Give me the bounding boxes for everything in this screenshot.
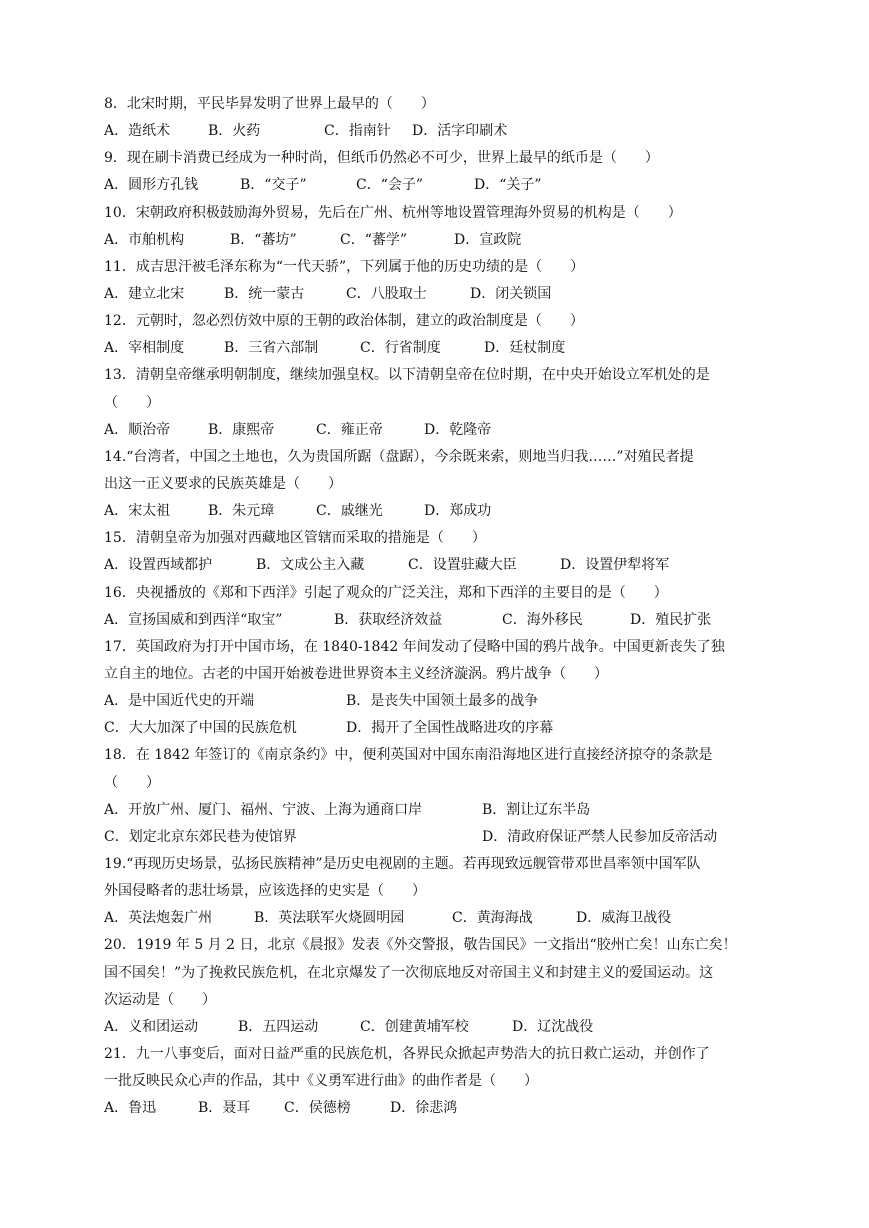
answer-option: B．文成公主入藏: [256, 557, 365, 574]
question-stem: 次运动是（ ）: [104, 991, 216, 1008]
option-row: [104, 118, 772, 145]
answer-option: C．黄海海战: [452, 910, 533, 927]
answer-option: A．义和团运动: [104, 1018, 199, 1035]
option-row: [104, 607, 772, 634]
answer-option: C．海外移民: [502, 611, 583, 628]
answer-option: D．廷杖制度: [484, 340, 566, 357]
question-stem: 14.“台湾者，中国之土地也，久为贵国所踞（盘踞），今余既来索，则地当归我……”对殖民者提: [104, 448, 694, 465]
answer-option: D．威海卫战役: [576, 910, 672, 927]
answer-option: D．辽沈战役: [512, 1018, 594, 1035]
answer-option: C．指南针: [324, 123, 391, 140]
answer-option: D．“关子”: [474, 177, 542, 194]
answer-option: D．设置伊犁将军: [560, 557, 670, 574]
answer-option: A．开放广州、厦门、福州、宁波、上海为通商口岸: [104, 801, 423, 818]
answer-option: B．火药: [208, 123, 261, 140]
answer-option: A．建立北宋: [104, 285, 185, 302]
answer-option: B．割让辽东半岛: [482, 801, 591, 818]
answer-option: B．是丧失中国领土最多的战争: [346, 693, 539, 710]
answer-option: A．英法炮轰广州: [104, 910, 213, 927]
answer-option: C．创建黄埔军校: [360, 1018, 469, 1035]
question-stem: 9．现在刷卡消费已经成为一种时尚，但纸币仍然必不可少，世界上最早的纸币是（ ）: [104, 150, 659, 167]
answer-option: A．是中国近代史的开端: [104, 693, 255, 710]
option-row: [104, 227, 772, 254]
question-stem: 13．清朝皇帝继承明朝制度，继续加强皇权。以下清朝皇帝在位时期，在中央开始设立军机处的是: [104, 367, 710, 384]
question-stem: 出这一正义要求的民族英雄是（ ）: [104, 475, 342, 492]
answer-option: C．八股取士: [346, 285, 427, 302]
answer-option: B．“蕃坊”: [230, 231, 297, 248]
answer-option: A．设置西域都护: [104, 557, 213, 574]
answer-option: C．设置驻藏大臣: [408, 557, 517, 574]
question-stem: 立自主的地位。古老的中国开始被卷进世界资本主义经济漩涡。鸦片战争（ ）: [104, 665, 608, 682]
question-block: [104, 362, 772, 443]
question-stem: 8．北宋时期，平民毕昇发明了世界上最早的（ ）: [104, 96, 435, 112]
question-stem: 外国侵略者的悲壮场景，应该选择的史实是（ ）: [104, 883, 426, 900]
answer-option: D．郑成功: [424, 503, 492, 520]
option-row: [104, 824, 772, 851]
answer-option: A．圆形方孔钱: [104, 177, 199, 194]
answer-option: D．活字印刷术: [412, 123, 508, 140]
question-stem: 17．英国政府为打开中国市场，在 1840-1842 年间发动了侵略中国的鸦片战争。中国更新丧失了独: [104, 638, 725, 655]
answer-option: C．划定北京东郊民巷为使馆界: [104, 828, 297, 845]
option-row: [104, 498, 772, 525]
question-stem: 国不国矣！”为了挽救民族危机，在北京爆发了一次彻底地反对帝国主义和封建主义的爱国运动。这: [104, 964, 714, 981]
answer-option: D．乾隆帝: [424, 421, 492, 438]
answer-option: D．清政府保证严禁人民参加反帝活动: [482, 828, 718, 845]
option-row: [104, 172, 772, 199]
answer-option: D．闭关锁国: [470, 285, 552, 302]
answer-option: A．鲁迅: [104, 1100, 157, 1117]
question-block: [104, 444, 772, 525]
answer-option: D．殖民扩张: [630, 611, 712, 628]
answer-option: A．造纸术: [104, 123, 171, 140]
answer-option: B．统一蒙古: [224, 285, 305, 302]
answer-option: D．揭开了全国性战略进攻的序幕: [346, 720, 554, 737]
option-row: [104, 715, 772, 742]
answer-option: B．五四运动: [238, 1018, 319, 1035]
answer-option: C．雍正帝: [316, 421, 383, 438]
question-block: [104, 145, 772, 199]
question-stem: 15．清朝皇帝为加强对西藏地区管辖而采取的措施是（ ）: [104, 530, 486, 547]
answer-option: C．“蕃学”: [340, 231, 408, 248]
option-row: [104, 1095, 772, 1122]
answer-option: C．大大加深了中国的民族危机: [104, 720, 297, 737]
answer-option: C．行省制度: [360, 340, 441, 357]
question-stem: 12．元朝时，忽必烈仿效中原的王朝的政治体制，建立的政治制度是（ ）: [104, 313, 584, 330]
answer-option: B．朱元璋: [208, 503, 275, 520]
option-row: [104, 335, 772, 362]
question-block: [104, 851, 772, 932]
question-stem: （ ）: [104, 394, 160, 411]
answer-option: B．聂耳: [198, 1100, 251, 1117]
answer-option: B．三省六部制: [224, 340, 319, 357]
question-block: [104, 308, 772, 362]
answer-option: A．宋太祖: [104, 503, 171, 520]
option-row: [104, 688, 772, 715]
answer-option: C．戚继光: [316, 503, 383, 520]
answer-option: B．“交子”: [240, 177, 307, 194]
question-block: [104, 525, 772, 579]
answer-option: A．市舶机构: [104, 231, 185, 248]
question-stem: 18．在 1842 年签订的《南京条约》中，便利英国对中国东南沿海地区进行直接经济掠夺的条款是: [104, 747, 713, 764]
option-row: [104, 1014, 772, 1041]
question-block: [104, 932, 772, 1041]
question-block: [104, 580, 772, 634]
question-stem: 19.“再现历史场景，弘扬民族精神”是历史电视剧的主题。若再现致远舰管带邓世昌率领中国军队: [104, 855, 701, 872]
answer-option: C．“会子”: [356, 177, 424, 194]
answer-option: A．顺治帝: [104, 421, 171, 438]
answer-option: D．徐悲鸿: [390, 1100, 458, 1117]
answer-option: B．康熙帝: [208, 421, 275, 438]
answer-option: D．宣政院: [454, 231, 522, 248]
question-list: [104, 91, 772, 1122]
option-row: [104, 552, 772, 579]
question-block: [104, 1041, 772, 1122]
answer-option: B．英法联军火烧圆明园: [254, 910, 405, 927]
answer-option: A．宣扬国威和到西洋“取宝”: [104, 611, 283, 628]
option-row: [104, 281, 772, 308]
question-stem: 10．宋朝政府积极鼓励海外贸易，先后在广州、杭州等地设置管理海外贸易的机构是（ ）: [104, 204, 682, 221]
question-block: [104, 91, 772, 145]
answer-option: B．获取经济效益: [334, 611, 443, 628]
question-stem: 16．央视播放的《郑和下西洋》引起了观众的广泛关注，郑和下西洋的主要目的是（ ）: [104, 584, 668, 601]
question-stem: 21．九一八事变后，面对日益严重的民族危机，各界民众掀起声势浩大的抗日救亡运动，并创作了: [104, 1045, 710, 1062]
question-stem: （ ）: [104, 774, 160, 791]
option-row: [104, 417, 772, 444]
option-row: [104, 797, 772, 824]
question-block: [104, 254, 772, 308]
question-stem: 20．1919 年 5 月 2 日，北京《晨报》发表《外交警报，敬告国民》一文指出“胶州亡矣！山东亡矣！: [104, 937, 737, 954]
answer-option: C．侯德榜: [284, 1100, 351, 1117]
option-row: [104, 905, 772, 932]
question-block: [104, 634, 772, 743]
answer-option: A．宰相制度: [104, 340, 185, 357]
question-stem: 一批反映民众心声的作品，其中《义勇军进行曲》的曲作者是（ ）: [104, 1073, 538, 1090]
question-stem: 11．成吉思汗被毛泽东称为“一代天骄”，下列属于他的历史功绩的是（ ）: [104, 258, 585, 275]
question-block: [104, 742, 772, 851]
question-block: [104, 200, 772, 254]
